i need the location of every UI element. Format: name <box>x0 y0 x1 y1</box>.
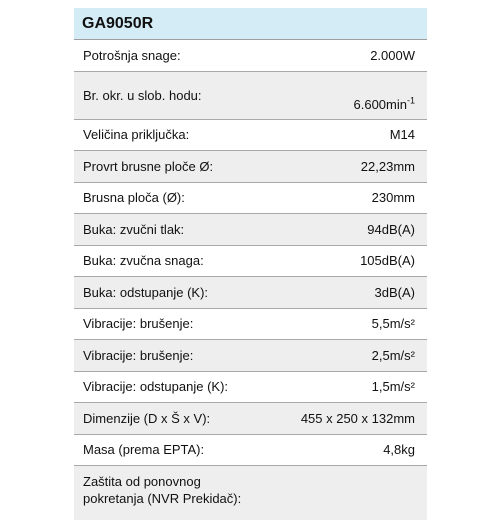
spec-value: 2.000W <box>251 40 428 72</box>
spec-label: Buka: zvučna snaga: <box>74 245 251 277</box>
spec-label: Vibracije: brušenje: <box>74 340 251 372</box>
spec-row-sound-pressure <box>74 214 427 246</box>
spec-table <box>74 8 427 520</box>
spec-label: Vibracije: odstupanje (K): <box>74 371 251 403</box>
spec-row-power <box>74 40 427 72</box>
spec-value: M14 <box>251 119 428 151</box>
spec-row-vibration-deviation <box>74 371 427 403</box>
spec-value: 230mm <box>251 182 428 214</box>
spec-value: 455 x 250 x 132mm <box>251 403 428 435</box>
spec-value: 94dB(A) <box>251 214 428 246</box>
spec-row-spindle <box>74 119 427 151</box>
spec-label: Buka: odstupanje (K): <box>74 277 251 309</box>
spec-row-dimensions <box>74 403 427 435</box>
spec-label: Vibracije: brušenje: <box>74 308 251 340</box>
spec-header-row <box>74 8 427 40</box>
spec-value: 4,8kg <box>251 434 428 466</box>
spec-row-disc <box>74 182 427 214</box>
spec-row-restart-protection <box>74 466 427 520</box>
spec-row-speed <box>74 71 427 119</box>
spec-value-text: 6.600min <box>354 97 407 112</box>
spec-label: Dimenzije (D x Š x V): <box>74 403 251 435</box>
spec-value: 5,5m/s² <box>251 308 428 340</box>
spec-value <box>251 71 428 119</box>
spec-row-noise-deviation <box>74 277 427 309</box>
spec-label: Zaštita od ponovnog pokretanja (NVR Prekidač): <box>74 466 251 520</box>
spec-label: Masa (prema EPTA): <box>74 434 251 466</box>
spec-value: 22,23mm <box>251 151 428 183</box>
spec-label: Potrošnja snage: <box>74 40 251 72</box>
spec-label: Buka: zvučni tlak: <box>74 214 251 246</box>
spec-row-vibration-1 <box>74 308 427 340</box>
spec-value: 2,5m/s² <box>251 340 428 372</box>
spec-label: Brusna ploča (Ø): <box>74 182 251 214</box>
spec-value: 105dB(A) <box>251 245 428 277</box>
spec-value: 1,5m/s² <box>251 371 428 403</box>
spec-row-vibration-2 <box>74 340 427 372</box>
spec-label: Veličina priključka: <box>74 119 251 151</box>
spec-row-bore <box>74 151 427 183</box>
spec-row-sound-power <box>74 245 427 277</box>
spec-value: 3dB(A) <box>251 277 428 309</box>
spec-value-exponent: -1 <box>407 95 415 105</box>
spec-row-weight <box>74 434 427 466</box>
spec-label: Br. okr. u slob. hodu: <box>74 71 251 119</box>
product-model-title: GA9050R <box>74 8 427 40</box>
spec-value <box>251 466 428 520</box>
spec-label: Provrt brusne ploče Ø: <box>74 151 251 183</box>
